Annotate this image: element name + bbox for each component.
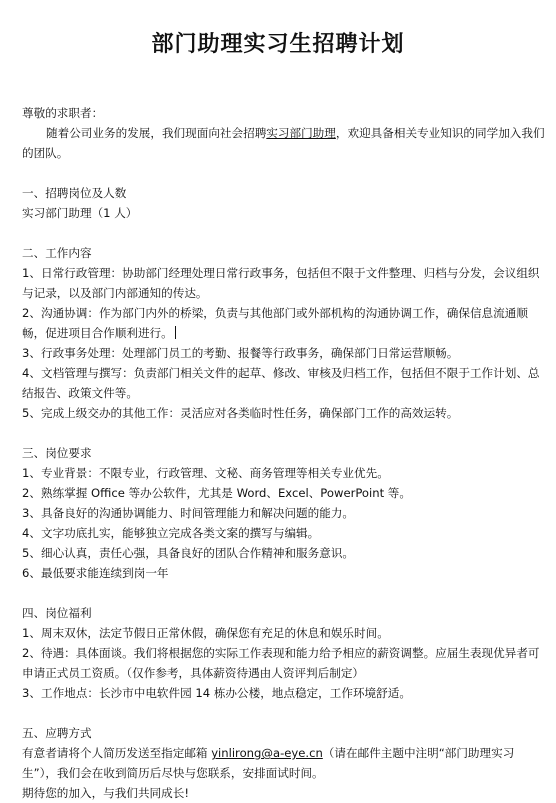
document-title: 部门助理实习生招聘计划 — [151, 31, 405, 57]
section3-item: 5、细心认真，责任心强，具备良好的团队合作精神和服务意识。 — [22, 546, 355, 560]
apply-instructions — [22, 743, 546, 783]
spacer — [22, 423, 546, 443]
section4-heading: 四、岗位福利 — [22, 606, 92, 620]
section2-item: 4、文档管理与撰写：负责部门相关文件的起草、修改、审核及归档工作，包括但不限于工作计划、总结报告、政策文件等。 — [22, 366, 540, 400]
greeting: 尊敬的求职者： — [22, 106, 104, 120]
section2-item — [22, 303, 546, 343]
section3-item: 3、具备良好的沟通协调能力、时间管理能力和解决问题的能力。 — [22, 506, 355, 520]
section5-heading: 五、应聘方式 — [22, 726, 92, 740]
spacer — [22, 163, 546, 183]
section4-item: 2、待遇：具体面谈。我们将根据您的实际工作表现和能力给予相应的薪资调整。应届生表现优异者可申请正式员工资质。（仅作参考，具体薪资待遇由人资评判后制定） — [22, 646, 540, 680]
section3-item: 6、最低要求能连续到岗一年 — [22, 566, 169, 580]
apply-text-after: （请在邮件主题中注明“部门助理实习生”），我们会在收到简历后尽快与您联系，安排面试时间。 — [22, 746, 515, 780]
section3-item: 1、专业背景：不限专业，行政管理、文秘、商务管理等相关专业优先。 — [22, 466, 389, 480]
section4-item: 1、周末双休，法定节假日正常休假，确保您有充足的休息和娱乐时间。 — [22, 626, 389, 640]
apply-text-before: 有意者请将个人简历发送至指定邮箱 — [22, 746, 212, 760]
text-cursor — [175, 326, 176, 339]
intro-position-link[interactable]: 实习部门助理 — [266, 126, 336, 140]
section1-item: 实习部门助理（1 人） — [22, 206, 138, 220]
closing-line: 期待您的加入，与我们共同成长! — [22, 786, 189, 800]
section1-heading: 一、招聘岗位及人数 — [22, 186, 127, 200]
section3-item: 2、熟练掌握 Office 等办公软件，尤其是 Word、Excel、PowerPoint 等。 — [22, 486, 411, 500]
intro-paragraph — [22, 123, 546, 163]
section2-item: 5、完成上级交办的其他工作：灵活应对各类临时性任务，确保部门工作的高效运转。 — [22, 406, 459, 420]
section4-item: 3、工作地点：长沙市中电软件园 14 栋办公楼，地点稳定，工作环境舒适。 — [22, 686, 411, 700]
section2-item: 3、行政事务处理：处理部门员工的考勤、报餐等行政事务，确保部门日常运营顺畅。 — [22, 346, 459, 360]
email-link[interactable]: yinlirong@a-eye.cn — [211, 746, 323, 760]
spacer — [22, 583, 546, 603]
spacer — [22, 223, 546, 243]
intro-text-after: ，欢迎具备相关专业知识的同学加入我们的团队。 — [22, 126, 545, 160]
section2-item: 1、日常行政管理：协助部门经理处理日常行政事务，包括但不限于文件整理、归档与分发，会议组织与记录，以及部门内部通知的传达。 — [22, 266, 540, 300]
spacer — [22, 703, 546, 723]
document-body — [22, 103, 546, 803]
section3-heading: 三、岗位要求 — [22, 446, 92, 460]
intro-text-before: 随着公司业务的发展，我们现面向社会招聘 — [46, 126, 267, 140]
section3-item: 4、文字功底扎实，能够独立完成各类文案的撰写与编辑。 — [22, 526, 320, 540]
section2-item-text: 2、沟通协调：作为部门内外的桥梁，负责与其他部门或外部机构的沟通协调工作，确保信息流通顺畅，促进项目合作顺利进行。 — [22, 306, 528, 340]
section2-heading: 二、工作内容 — [22, 246, 92, 260]
